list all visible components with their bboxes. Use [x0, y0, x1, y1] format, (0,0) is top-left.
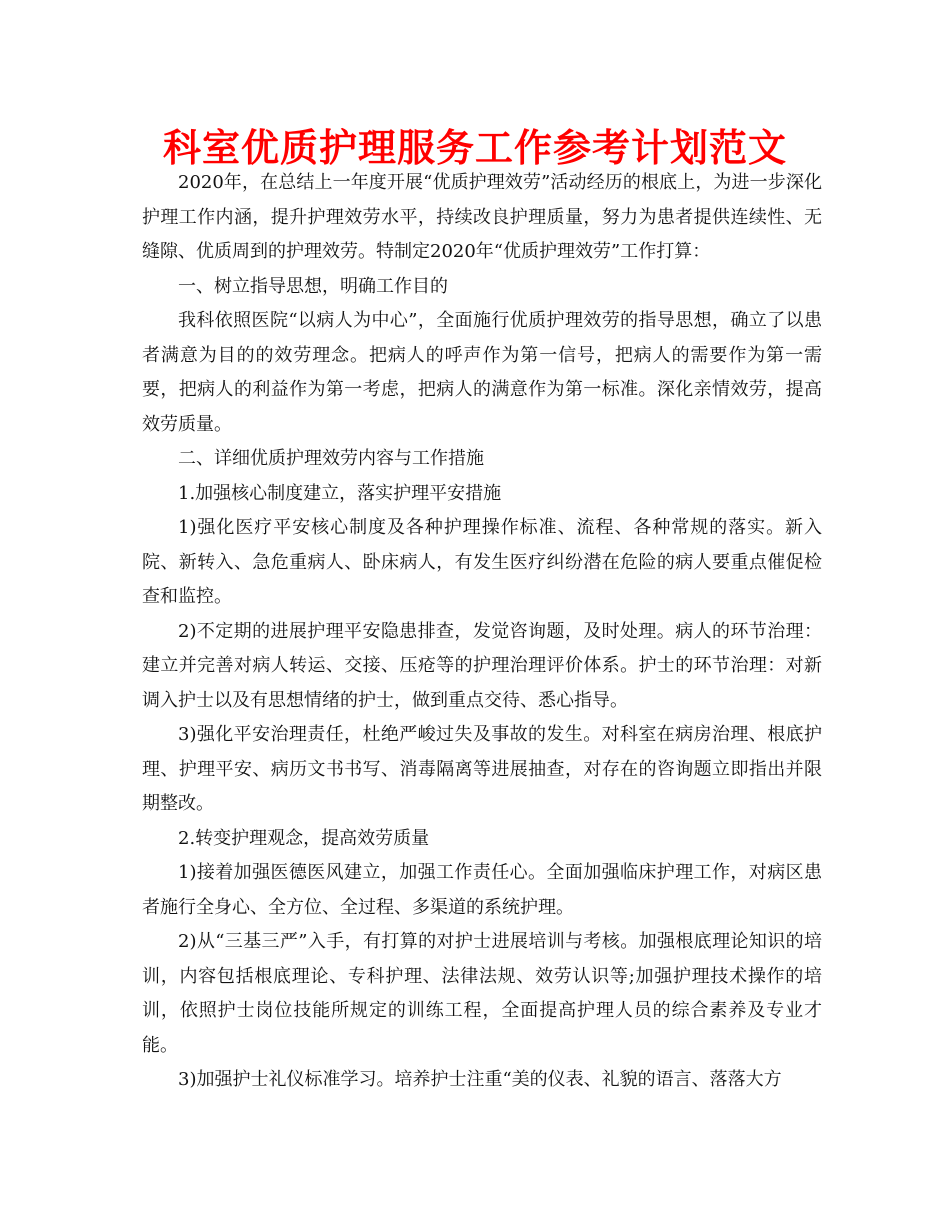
- paragraph-intro: 2020年，在总结上一年度开展“优质护理效劳”活动经历的根底上，为进一步深化护理工作内涵，提升护理效劳水平，持续改良护理质量，努力为患者提供连续性、无缝隙、优质周到的护理效劳。特制定2020年“优质护理效劳”工作打算：: [142, 172, 822, 262]
- paragraph-2-1-1: 1)强化医疗平安核心制度及各种护理操作标准、流程、各种常规的落实。新入院、新转入、急危重病人、卧床病人，有发生医疗纠纷潜在危险的病人要重点催促检查和监控。: [142, 517, 822, 607]
- paragraph-guiding-thought: 我科依照医院“以病人为中心”，全面施行优质护理效劳的指导思想，确立了以患者满意为目的的效劳理念。把病人的呼声作为第一信号，把病人的需要作为第一需要，把病人的利益作为第一考虑，把病人的满意作为第一标准。深化亲情效劳，提高效劳质量。: [142, 310, 822, 435]
- document-body: [142, 166, 822, 1098]
- paragraph-2-1-2: 2)不定期的进展护理平安隐患排查，发觉咨询题，及时处理。病人的环节治理：建立并完善对病人转运、交接、压疮等的护理治理评价体系。护士的环节治理：对新调入护士以及有思想情绪的护士，做到重点交待、悉心指导。: [142, 620, 822, 711]
- heading-section-1: 一、树立指导思想，明确工作目的: [178, 275, 448, 297]
- paragraph-2-2-1: 1)接着加强医德医风建立，加强工作责任心。全面加强临床护理工作，对病区患者施行全身心、全方位、全过程、多渠道的系统护理。: [142, 862, 822, 918]
- subheading-2-1: 1.加强核心制度建立，落实护理平安措施: [178, 482, 502, 504]
- heading-section-2: 二、详细优质护理效劳内容与工作措施: [178, 448, 484, 469]
- document-title: 科室优质护理服务工作参考计划范文: [162, 126, 787, 170]
- paragraph-2-2-3: 3)加强护士礼仪标准学习。培养护士注重“美的仪表、礼貌的语言、落落大方: [178, 1069, 782, 1090]
- paragraph-2-2-2: 2)从“三基三严”入手，有打算的对护士进展培训与考核。加强根底理论知识的培训，内容包括根底理论、专科护理、法律法规、效劳认识等;加强护理技术操作的培训，依照护士岗位技能所规定的训练工程，全面提高护理人员的综合素养及专业才能。: [142, 931, 822, 1056]
- subheading-2-2: 2.转变护理观念，提高效劳质量: [178, 827, 430, 849]
- paragraph-2-1-3: 3)强化平安治理责任，杜绝严峻过失及事故的发生。对科室在病房治理、根底护理、护理平安、病历文书书写、消毒隔离等进展抽查，对存在的咨询题立即指出并限期整改。: [142, 724, 822, 814]
